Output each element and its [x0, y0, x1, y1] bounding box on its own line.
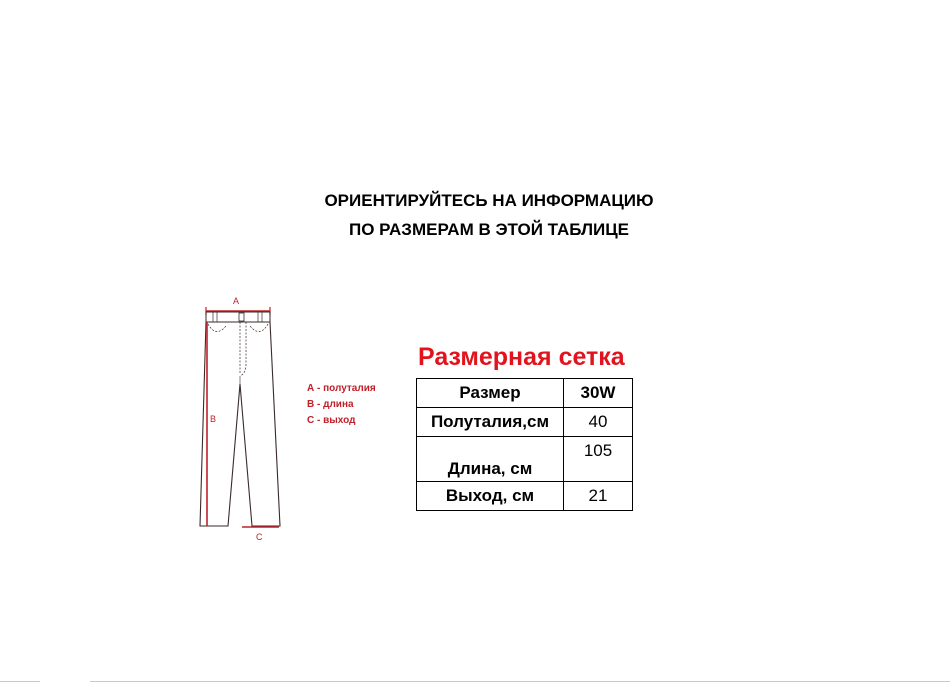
table-row — [417, 482, 633, 511]
row-label: Полуталия,см — [417, 408, 564, 437]
diagram-legend — [307, 381, 376, 429]
pants-diagram — [190, 294, 300, 544]
row-label: Размер — [417, 379, 564, 408]
row-label: Длина, см — [417, 437, 564, 482]
page-heading — [0, 186, 950, 244]
legend-item: В - длина — [307, 399, 354, 410]
measure-a-label: A — [233, 296, 240, 306]
heading-line-1: ОРИЕНТИРУЙТЕСЬ НА ИНФОРМАЦИЮ — [324, 191, 654, 210]
bottom-divider — [90, 681, 950, 682]
row-value: 105 — [564, 437, 633, 482]
size-table — [416, 378, 633, 511]
table-row — [417, 379, 633, 408]
measure-b-label: B — [210, 414, 217, 424]
table-row — [417, 437, 633, 482]
heading-line-2: ПО РАЗМЕРАМ В ЭТОЙ ТАБЛИЦЕ — [349, 220, 629, 239]
row-value: 21 — [564, 482, 633, 511]
size-chart-title: Размерная сетка — [418, 343, 625, 371]
legend-item: С - выход — [307, 415, 356, 426]
row-value: 40 — [564, 408, 633, 437]
row-value: 30W — [564, 379, 633, 408]
table-row — [417, 408, 633, 437]
legend-item: А - полуталия — [307, 383, 376, 394]
measure-c-label: C — [256, 532, 263, 542]
bottom-divider-left — [0, 681, 40, 682]
row-label: Выход, см — [417, 482, 564, 511]
